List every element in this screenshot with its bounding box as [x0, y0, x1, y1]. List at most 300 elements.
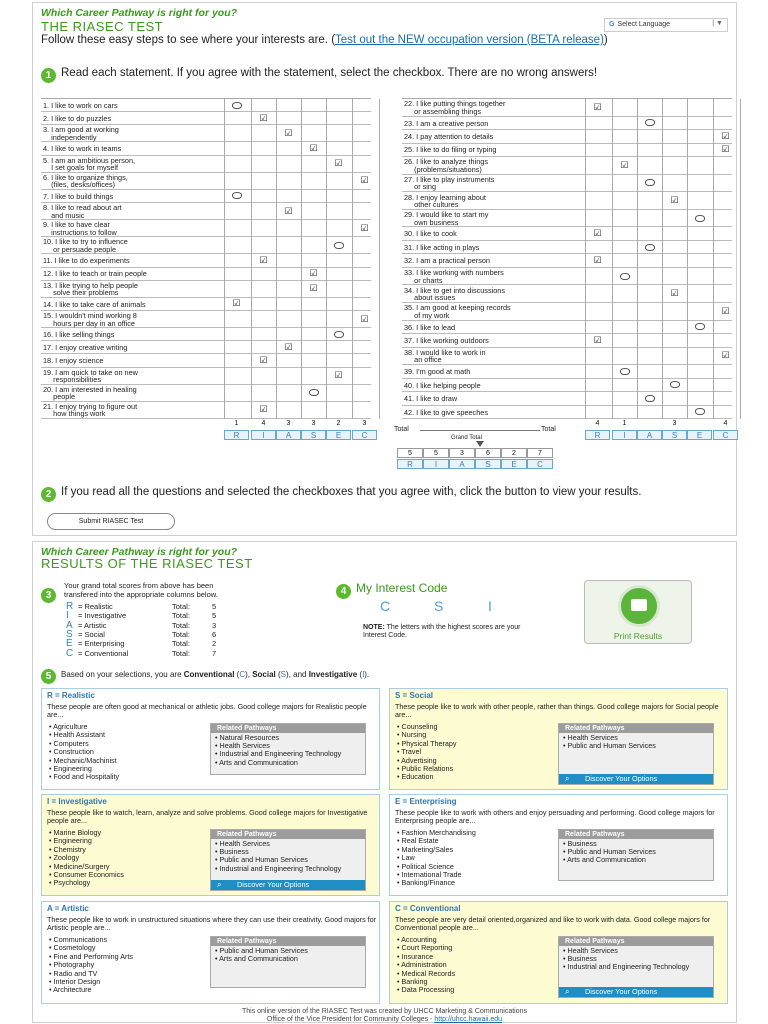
question-row	[41, 311, 371, 328]
score-letter: C	[66, 647, 74, 659]
language-select[interactable]	[604, 18, 728, 32]
answer-checkbox[interactable]	[695, 408, 705, 415]
checked-checkbox-icon[interactable]: ☑	[284, 341, 293, 352]
score-name: = Conventional	[78, 648, 129, 658]
results-panel	[32, 541, 737, 1023]
category-card	[41, 688, 380, 790]
question-text: 41. I like to draw	[404, 394, 458, 404]
major-item: • Education	[397, 772, 434, 782]
checked-checkbox-icon[interactable]: ☑	[259, 354, 268, 365]
score-letter: E	[66, 638, 73, 650]
total-value: 4	[261, 420, 266, 427]
pathway-item[interactable]: • Business	[563, 839, 597, 848]
question-text: 20. I am interested in healing people	[43, 384, 137, 402]
step-number-icon: 2	[41, 487, 56, 502]
question-row	[402, 117, 732, 130]
score-value: 5	[212, 602, 217, 611]
interest-code-letter: I	[488, 598, 492, 614]
related-pathways-header: Related Pathways	[211, 937, 365, 946]
column-divider	[352, 99, 353, 419]
grand-total-letter: C	[527, 459, 553, 469]
category-title: C = Conventional	[395, 904, 461, 913]
step-2	[41, 486, 731, 502]
question-row	[41, 281, 371, 298]
score-label: Total:	[172, 648, 190, 658]
pathway-item[interactable]: • Public and Human Services	[563, 741, 656, 751]
related-pathways-header: Related Pathways	[211, 830, 365, 839]
step-3-text: Your grand total scores from above has been transfered into the appropriate columns below.	[64, 581, 218, 599]
question-row	[402, 227, 732, 240]
category-title: S = Social	[395, 691, 434, 700]
pathway-item[interactable]: • Arts and Communication	[215, 757, 298, 767]
pathway-list	[211, 946, 365, 964]
question-row	[41, 341, 371, 354]
step-5-pre: Based on your selections, you are	[61, 670, 184, 679]
column-letter: S	[301, 430, 326, 440]
discover-options-button[interactable]	[211, 880, 365, 890]
question-text: 26. I like to analyze things (problems/situations)	[404, 157, 488, 174]
checked-checkbox-icon[interactable]: ☑	[721, 305, 730, 316]
question-text: 6. I like to organize things, (files, desks/offices)	[43, 172, 128, 190]
checked-checkbox-icon[interactable]: ☑	[670, 195, 679, 205]
code-word-2: Social	[252, 670, 276, 679]
step-4	[336, 581, 447, 599]
google-icon: G	[609, 21, 615, 28]
checked-checkbox-icon[interactable]: ☑	[309, 268, 318, 279]
pathway-item[interactable]: • Natural Resources	[215, 733, 280, 742]
score-label: Total:	[172, 620, 190, 630]
pathway-item[interactable]: • Industrial and Engineering Technology	[563, 962, 690, 972]
code-letter-1: C	[239, 670, 246, 679]
question-text: 28. I enjoy learning about other cultures	[404, 192, 486, 209]
column-letter: A	[276, 430, 301, 440]
major-item: • Fashion Merchandising	[397, 828, 476, 837]
question-row	[41, 173, 371, 190]
checked-checkbox-icon[interactable]: ☑	[721, 350, 730, 361]
question-text: 34. I like to get into discussions about issues	[404, 285, 505, 303]
question-row	[402, 130, 732, 143]
major-item: • Public Relations	[397, 764, 454, 774]
question-text: 27. I like to play instruments or sing	[404, 174, 495, 192]
checked-checkbox-icon[interactable]: ☑	[593, 334, 602, 345]
score-name: = Realistic	[78, 602, 113, 611]
pathway-list	[559, 733, 713, 751]
category-title: E = Enterprising	[395, 797, 457, 806]
pathway-list	[211, 839, 365, 874]
score-label: Total:	[172, 611, 190, 621]
question-row	[402, 392, 732, 405]
total-line	[420, 430, 540, 431]
pathway-list	[559, 839, 713, 866]
pathway-item[interactable]: • Health Services	[563, 946, 618, 955]
column-letter: A	[637, 430, 662, 440]
pathway-item[interactable]: • Arts and Communication	[563, 855, 646, 865]
column-divider	[740, 99, 741, 419]
question-row	[41, 402, 371, 419]
checked-checkbox-icon[interactable]: ☑	[360, 175, 369, 186]
question-text: 29. I would like to start my own business	[404, 210, 489, 227]
chevron-down-icon: | ▼	[712, 20, 723, 27]
answer-checkbox[interactable]	[695, 215, 705, 222]
code-word-1: Conventional	[183, 670, 235, 679]
step-number-icon: 4	[336, 584, 351, 599]
checked-checkbox-icon[interactable]: ☑	[259, 112, 268, 123]
pathway-item[interactable]: • Health Services	[215, 839, 270, 848]
major-item: • Marketing/Sales	[397, 844, 454, 854]
related-pathways	[558, 829, 714, 881]
total-value: 3	[311, 420, 316, 427]
column-divider	[224, 99, 225, 419]
checked-checkbox-icon[interactable]: ☑	[360, 222, 369, 233]
score-name: = Social	[78, 629, 105, 639]
major-item: • Travel	[397, 747, 422, 757]
code-letter-2: S	[280, 670, 287, 679]
print-results-button[interactable]	[584, 580, 692, 644]
major-item: • Psychology	[49, 878, 91, 888]
major-item: • Interior Design	[49, 977, 101, 987]
discover-options-button[interactable]	[559, 987, 713, 997]
grand-total-value: 6	[475, 448, 501, 458]
score-letter: A	[66, 619, 73, 631]
grand-total-value: 2	[501, 448, 527, 458]
score-value: 6	[212, 629, 217, 639]
question-row	[402, 303, 732, 321]
question-row	[402, 365, 732, 378]
footer-link[interactable]: http://uhcc.hawaii.edu	[434, 1016, 503, 1023]
category-card	[389, 794, 728, 896]
checked-checkbox-icon[interactable]: ☑	[309, 142, 318, 153]
question-row	[402, 157, 732, 175]
column-letter: S	[662, 430, 687, 440]
column-divider	[326, 99, 327, 419]
tagline-results: Which Career Pathway is right for you?	[41, 546, 238, 558]
printer-icon	[618, 585, 660, 627]
question-text: 7. I like to build things	[43, 191, 114, 201]
column-divider	[637, 99, 638, 419]
checked-checkbox-icon[interactable]: ☑	[284, 205, 293, 216]
footer-office: Office of the Vice President for Community Colleges -	[266, 1016, 435, 1023]
column-divider	[662, 99, 663, 419]
major-item: • Food and Hospitality	[49, 772, 120, 782]
answer-checkbox[interactable]	[645, 395, 655, 402]
checked-checkbox-icon[interactable]: ☑	[259, 255, 268, 265]
checked-checkbox-icon[interactable]: ☑	[593, 228, 602, 239]
majors-list	[49, 936, 133, 995]
question-row	[402, 254, 732, 267]
question-text: 42. I like to give speeches	[404, 407, 488, 417]
search-icon: ⌕	[217, 880, 222, 889]
category-description: These people like to work in unstructured situations where they can use their creativity. Good majors for Artistic people are...	[47, 915, 377, 932]
language-label: Select Language	[617, 21, 670, 28]
answer-checkbox[interactable]	[232, 192, 242, 199]
category-card	[41, 794, 380, 896]
checked-checkbox-icon[interactable]: ☑	[284, 127, 293, 138]
category-description: These people are often good at mechanical or athletic jobs. Good college majors for Realistic people are...	[47, 702, 367, 719]
checked-checkbox-icon[interactable]: ☑	[259, 404, 268, 415]
answer-checkbox[interactable]	[334, 331, 344, 338]
question-text: 40. I like helping people	[404, 380, 481, 390]
step-number-icon: 1	[41, 68, 56, 83]
beta-link[interactable]: Test out the NEW occupation version (BETA release)	[335, 34, 604, 46]
question-text: 11. I like to do experiments	[43, 256, 130, 266]
column-letter: I	[612, 430, 637, 440]
grand-total-letter: R	[397, 459, 423, 469]
checked-checkbox-icon[interactable]: ☑	[360, 313, 369, 324]
pathway-item[interactable]: • Industrial and Engineering Technology	[215, 749, 342, 759]
major-item: • Nursing	[397, 730, 427, 740]
related-pathways-header: Related Pathways	[559, 724, 713, 733]
answer-checkbox[interactable]	[620, 368, 630, 375]
grand-total-value: 5	[423, 448, 449, 458]
question-row	[41, 385, 371, 402]
category-description: These people like to watch, learn, analyze and solve problems. Good college majors for Investigative people are...	[47, 808, 368, 825]
category-description: These people like to work with others and enjoy persuading and performing. Good college majors for Enterprising people are...	[395, 808, 715, 825]
major-item: • Engineering	[49, 764, 92, 774]
column-letter: C	[713, 430, 738, 440]
answer-checkbox[interactable]	[695, 323, 705, 330]
question-text: 3. I am good at working independently	[43, 125, 119, 142]
checked-checkbox-icon[interactable]: ☑	[334, 158, 343, 169]
total-label-right: Total	[541, 426, 556, 433]
question-text: 4. I like to work in teams	[43, 144, 122, 154]
question-row	[41, 237, 371, 254]
question-row	[41, 142, 371, 155]
major-item: • Advertising	[397, 755, 437, 765]
checked-checkbox-icon[interactable]: ☑	[593, 255, 602, 266]
major-item: • Engineering	[49, 836, 92, 846]
score-letter: I	[66, 610, 69, 622]
print-label: Print Results	[613, 631, 663, 641]
answer-checkbox[interactable]	[645, 179, 655, 186]
question-text: 16. I like selling things	[43, 329, 115, 339]
grand-total-value: 3	[449, 448, 475, 458]
score-name: = Artistic	[78, 620, 107, 630]
question-text: 21. I enjoy trying to figure out how things work	[43, 401, 138, 419]
total-value: 3	[286, 420, 291, 427]
grand-total-label: Grand Total	[451, 435, 482, 441]
column-letter: I	[251, 430, 276, 440]
related-pathways-header: Related Pathways	[559, 830, 713, 839]
question-text: 35. I am good at keeping records of my work	[404, 303, 511, 320]
pathway-item[interactable]: • Business	[215, 847, 249, 857]
interest-code-letter: S	[434, 598, 444, 614]
answer-checkbox[interactable]	[232, 102, 242, 109]
column-divider	[713, 99, 714, 419]
question-text: 14. I like to take care of animals	[43, 299, 146, 309]
pathway-item[interactable]: • Public and Human Services	[215, 946, 308, 955]
step-number-icon: 5	[41, 669, 56, 684]
discover-options-button[interactable]	[559, 774, 713, 784]
question-text: 25. I like to do filing or typing	[404, 145, 497, 155]
pathway-item[interactable]: • Industrial and Engineering Technology	[215, 863, 342, 873]
arrow-down-icon	[476, 441, 484, 447]
checked-checkbox-icon[interactable]: ☑	[334, 370, 343, 381]
discover-label: Discover Your Options	[585, 774, 658, 783]
question-text: 24. I pay attention to details	[404, 132, 494, 142]
major-item: • Banking	[397, 977, 428, 987]
checked-checkbox-icon[interactable]: ☑	[721, 144, 730, 155]
related-pathways	[558, 723, 714, 785]
major-item: • International Trade	[397, 870, 462, 880]
score-value: 5	[212, 611, 217, 621]
discover-label: Discover Your Options	[585, 987, 658, 996]
major-item: • Health Assistant	[49, 730, 106, 740]
major-item: • Zoology	[49, 853, 80, 863]
question-row	[41, 190, 371, 203]
related-pathways	[210, 829, 366, 891]
footer-line-2	[33, 1016, 736, 1024]
discover-label: Discover Your Options	[237, 880, 310, 889]
answer-checkbox[interactable]	[670, 381, 680, 388]
category-title: A = Artistic	[47, 904, 89, 913]
note-text: The letters with the highest scores are your Interest Code.	[363, 624, 521, 639]
grand-total-letter: I	[423, 459, 449, 469]
category-card	[389, 688, 728, 790]
major-item: • Law	[397, 853, 415, 863]
checked-checkbox-icon[interactable]: ☑	[232, 298, 241, 309]
footer-line-1: This online version of the RIASEC Test was created by UHCC Marketing & Communications	[241, 1008, 528, 1015]
score-label: Total:	[172, 639, 190, 649]
column-divider	[585, 99, 586, 419]
column-letter: R	[585, 430, 610, 440]
pathway-item[interactable]: • Public and Human Services	[215, 855, 308, 865]
page-title: THE RIASEC TEST	[41, 19, 164, 34]
major-item: • Fine and Performing Arts	[49, 951, 134, 961]
answer-checkbox[interactable]	[645, 244, 655, 251]
total-label-left: Total	[394, 426, 409, 433]
question-row	[41, 156, 371, 173]
column-divider	[301, 99, 302, 419]
checked-checkbox-icon[interactable]: ☑	[593, 101, 602, 112]
major-item: • Chemistry	[49, 844, 86, 854]
step-3	[41, 583, 61, 603]
answer-checkbox[interactable]	[645, 119, 655, 126]
checked-checkbox-icon[interactable]: ☑	[620, 159, 629, 170]
question-row	[402, 406, 732, 419]
checked-checkbox-icon[interactable]: ☑	[309, 283, 318, 294]
question-text: 5. I am an ambitious person, I set goals for myself	[43, 155, 136, 173]
question-text: 13. I like trying to help people solve their problems	[43, 280, 138, 298]
major-item: • Architecture	[49, 985, 92, 995]
question-text: 15. I wouldn't mind working 8 hours per day in an office	[43, 311, 137, 328]
step-2-text: If you read all the questions and selected the checkboxes that you agree with, click the button to view your results.	[61, 486, 642, 498]
step-number-icon: 3	[41, 588, 56, 603]
pathway-item[interactable]: • Health Services	[215, 741, 270, 751]
note-label: NOTE:	[363, 624, 385, 631]
major-item: • Physical Therapy	[397, 738, 457, 748]
major-item: • Counseling	[397, 722, 438, 731]
questions-left	[41, 98, 371, 418]
column-letter: R	[224, 430, 249, 440]
major-item: • Accounting	[397, 935, 437, 944]
intro-text	[41, 34, 681, 47]
major-item: • Communications	[49, 935, 108, 944]
related-pathways	[210, 723, 366, 775]
question-text: 38. I would like to work in an office	[404, 347, 486, 365]
major-item: • Computers	[49, 738, 89, 748]
pathway-item[interactable]: • Arts and Communication	[215, 954, 298, 964]
column-letter: E	[687, 430, 712, 440]
question-row	[41, 203, 371, 220]
question-row	[41, 368, 371, 385]
pathway-item[interactable]: • Business	[563, 954, 597, 964]
related-pathways	[210, 936, 366, 988]
column-divider	[612, 99, 613, 419]
question-text: 23. I am a creative person	[404, 118, 489, 128]
checked-checkbox-icon[interactable]: ☑	[721, 130, 730, 141]
question-text: 39. I'm good at math	[404, 367, 471, 377]
question-text: 12. I like to teach or train people	[43, 269, 147, 279]
question-row	[402, 334, 732, 347]
major-item: • Consumer Economics	[49, 870, 124, 880]
major-item: • Cosmetology	[49, 943, 96, 953]
question-row	[402, 348, 732, 366]
major-item: • Mechanic/Machinist	[49, 755, 117, 765]
question-text: 19. I am quick to take on new responsibilities	[43, 367, 138, 385]
question-text: 32. I am a practical person	[404, 256, 490, 266]
intro-close: )	[603, 34, 608, 46]
answer-checkbox[interactable]	[334, 242, 344, 249]
step-1	[41, 67, 721, 83]
total-value: 4	[723, 420, 728, 427]
majors-list	[49, 829, 124, 888]
question-row	[402, 285, 732, 303]
pathway-list	[211, 733, 365, 768]
major-item: • Marine Biology	[49, 828, 102, 837]
column-divider	[687, 99, 688, 419]
pathway-item[interactable]: • Health Services	[563, 733, 618, 742]
question-row	[41, 254, 371, 267]
question-row	[41, 112, 371, 125]
interest-code-letter: C	[380, 598, 391, 614]
footer	[33, 1008, 736, 1024]
checked-checkbox-icon[interactable]: ☑	[670, 288, 679, 299]
pathway-item[interactable]: • Public and Human Services	[563, 847, 656, 857]
question-row	[402, 192, 732, 210]
answer-checkbox[interactable]	[309, 389, 319, 396]
score-value: 3	[212, 620, 217, 630]
question-row	[41, 125, 371, 142]
category-description: These people like to work with other people, rather than things. Good college majors for Social people are...	[395, 702, 719, 719]
question-row	[402, 321, 732, 334]
questions-right	[402, 98, 732, 418]
major-item: • Medical Records	[397, 968, 456, 978]
question-row	[402, 175, 732, 193]
test-panel	[32, 2, 737, 536]
total-value: 4	[595, 420, 600, 427]
category-card	[389, 901, 728, 1004]
grand-total-value: 7	[527, 448, 553, 458]
grand-total-letter: S	[475, 459, 501, 469]
search-icon: ⌕	[565, 987, 570, 996]
question-text: 8. I like to read about art and music	[43, 203, 122, 220]
question-text: 9. I like to have clear instructions to follow	[43, 220, 117, 237]
code-word-3: Investigative	[308, 670, 358, 679]
major-item: • Medicine/Surgery	[49, 861, 110, 871]
question-row	[402, 99, 732, 117]
question-row	[41, 298, 371, 311]
submit-button[interactable]: Submit RIASEC Test	[47, 513, 175, 530]
code-note	[363, 624, 533, 640]
question-row	[402, 379, 732, 392]
category-title: I = Investigative	[47, 797, 107, 806]
category-description: These people are very detail oriented,organized and like to work with data. Good college majors for Conventional people are...	[395, 915, 711, 932]
question-row	[402, 144, 732, 157]
question-text: 2. I like to do puzzles	[43, 113, 112, 123]
answer-checkbox[interactable]	[620, 273, 630, 280]
related-pathways	[558, 936, 714, 998]
total-value: 3	[362, 420, 367, 427]
